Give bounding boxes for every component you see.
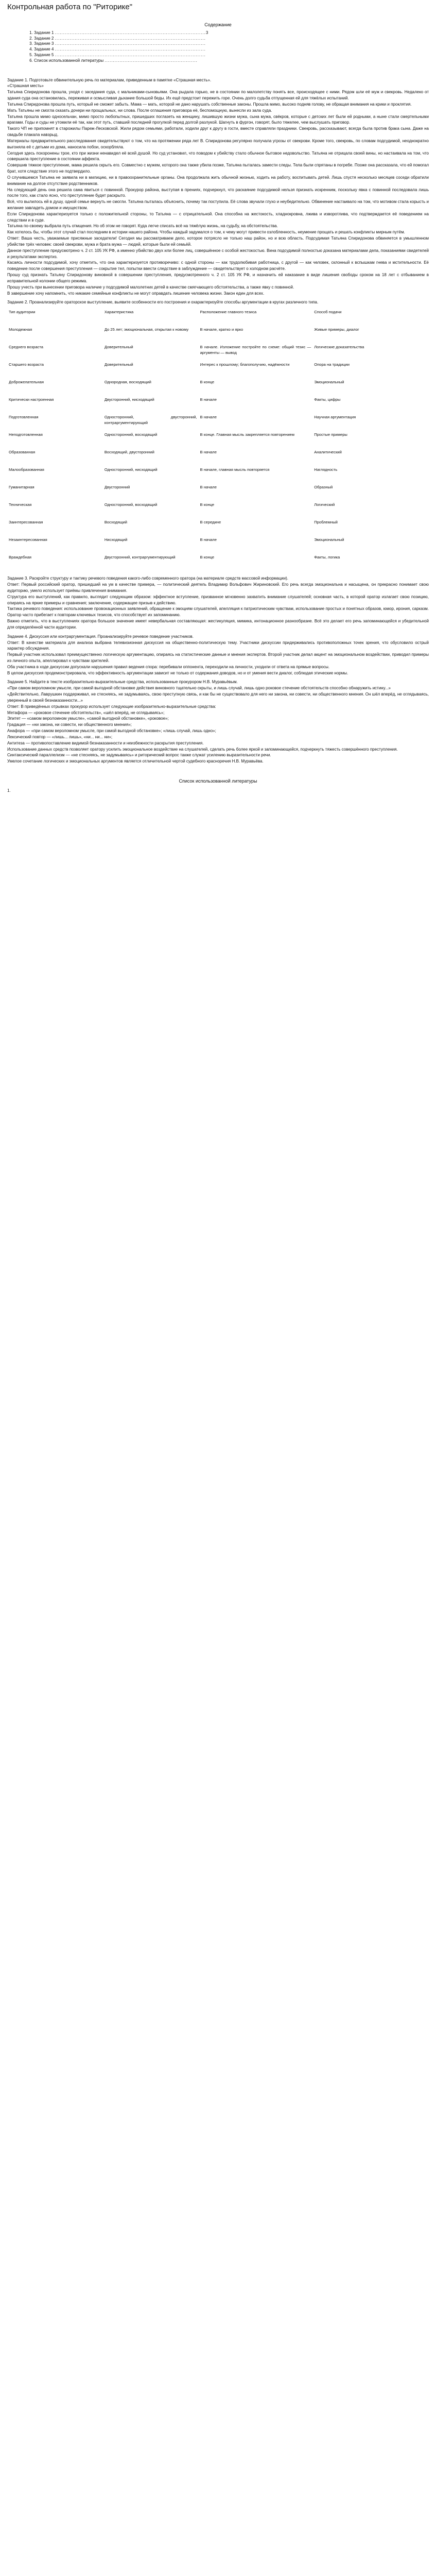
paragraph: Татьяна Спиридонова прошла путь, который не сможет забыть. Мама — мать, которой не дано нарушать собственные законы. Прошла мимо, высоко подняв голову, не обращая внимания на крики и проклятия. xyxy=(7,101,412,107)
paragraph: Если Спиридонова характеризуется только с положительной стороны, то Татьяна — с отрицательной. Она способна на жестокость, хладнокровна, лжива и изворотлива, что подтверждается её поведением на следствии и в суде. xyxy=(7,211,429,223)
table-row xyxy=(7,414,414,431)
table-cell: Малообразованная xyxy=(9,467,44,472)
task-1-section xyxy=(7,77,429,297)
table-cell: Гуманитарная xyxy=(9,485,34,490)
table-cell: Незаинтересованная xyxy=(9,537,47,543)
paragraph: Прошу суд признать Татьяну Спиридонову виновной в совершении преступления, предусмотренного ч. 2 ст. 105 УК РФ, и назначить ей наказание в виде лишения свободы сроком на 18 лет с отбыванием в исправительной колонии общего режима. xyxy=(7,273,429,283)
table-cell: Восходящий, двусторонний xyxy=(104,450,154,455)
table-cell: Критически настроенная xyxy=(9,397,54,402)
table-cell: В конце xyxy=(200,502,215,507)
table-cell: Односторонний, восходящий xyxy=(104,502,158,507)
paragraph: Татьяна Спиридонова прошла, уходя с заседания суда, с мальчиками-сыновьями. Она рыдала горько, не в состоянии по малолетству понять все, происходящее с ними. Рядом шли её муж и свекровь. Недалеко от здания суда она остановилась, переживая и осмысливая дыхание большой беды. Их ещё предстоит пережить горе. Очень долго судьба отпущенная ей для тяжёлых испытаний. xyxy=(7,90,429,101)
toc-item-dots: ........................................................................................... xyxy=(55,47,206,52)
table-cell: Живые примеры, диалог xyxy=(314,327,359,332)
table-cell: Эмоциональный xyxy=(314,380,344,385)
table-row xyxy=(7,344,414,361)
paragraph: Совершив тяжкое преступление, мама решила скрыть его. Совместно с мужем, которого она также убила позже, Татьяна пыталась замести следы. Тела были спрятаны в погребе. Позже она рассказала, что ей помогал брат, хотя следствие этого не подтвердило. xyxy=(7,163,429,174)
table-cell: В начале. Изложение постройте по схеме: общий тезис — аргументы — вывод xyxy=(200,345,311,355)
paragraph: Как хотелось бы, чтобы этот случай стал последним в истории нашего района. Чтобы каждый задумался о том, к чему могут привести озлобленность, неумение прощать и решать конфликты мирным путём. xyxy=(7,230,405,235)
table-cell: Расположение главного тезиса xyxy=(200,310,257,315)
table-row xyxy=(7,484,414,501)
paragraph: Касаясь личности подсудимой, хочу отметить, что она характеризуется противоречиво: с одной стороны — как трудолюбивая работница, с другой — как человек, склонный к вспышкам гнева и мстительности. Её поведение после совершения преступления — сокрытие тел, попытки ввести следствие в заблуждение — свидетельствует о холодном расчёте. xyxy=(7,260,429,272)
task-5-intro: Задание 5. Найдите в тексте изобразительно-выразительные средства, использованные прокурором Н.В. Муравьёвым. xyxy=(7,680,238,685)
table-cell: Интерес к прошлому; благополучию, надёжности xyxy=(200,362,290,367)
toc-item-page: 3 xyxy=(205,30,208,35)
paragraph: Умелое сочетание логических и эмоциональных аргументов является отличительной чертой судебного красноречия Н.В. Муравьёва. xyxy=(7,759,264,764)
table-cell: В конце. Главная мысль закрепляется повторением xyxy=(200,432,295,437)
toc-item-dots: ........................................................ xyxy=(104,58,198,63)
table-cell: Техническая xyxy=(9,502,32,507)
paragraph: Эпитет — «самом вероломном умысле», «самой выгодной обстановке», «роковое»; xyxy=(7,716,169,721)
table-cell: Старшего возраста xyxy=(9,362,44,367)
table-row xyxy=(7,501,414,519)
table-cell: Среднего возраста xyxy=(9,345,43,350)
table-cell: Опора на традиции xyxy=(314,362,350,367)
toc-item-label[interactable]: Задание 2 xyxy=(34,36,54,41)
table-row xyxy=(7,466,414,484)
toc-item-dots: ........................................................................................... xyxy=(55,36,206,41)
toc-item-label[interactable]: Список использованной литературы xyxy=(34,58,104,63)
task-1-body xyxy=(7,89,429,296)
table-cell: Доверительный xyxy=(104,345,133,350)
table-row xyxy=(7,554,414,571)
paragraph: Важно отметить, что в выступлениях оратора большое значение имеет невербальная составляющая: жестикуляция, мимика, интонационное разнообразие. Всё это делает его речь запоминающейся и убедительной для определённой части аудитории. xyxy=(7,619,429,630)
table-cell: Заинтересованная xyxy=(9,520,43,525)
table-cell: В начале xyxy=(200,537,217,543)
table-row xyxy=(7,379,414,396)
toc-item[interactable] xyxy=(34,36,429,42)
table-cell: В начале xyxy=(200,415,217,420)
table-cell: Двусторонний, нисходящий xyxy=(104,397,154,402)
toc-item[interactable] xyxy=(34,41,429,47)
paragraph: «При самом вероломном умысле, при самой выгодной обстановке действия виновного тщательно скрыты, и лишь случай, лишь одно роковое стечение обстоятельств способно обнаружить истину...» xyxy=(7,686,391,691)
task-2-intro: Задание 2. Проанализируйте ораторское выступление, выявите особенности его построения и охарактеризуйте способы аргументации в кругах различного типа. xyxy=(7,300,319,305)
table-cell: Аналитический xyxy=(314,450,342,455)
table-cell: В конце xyxy=(200,555,215,560)
table-cell: Факты, логика xyxy=(314,555,340,560)
task-4-body xyxy=(7,640,429,676)
bibliography-heading: Список использованной литературы xyxy=(179,778,257,784)
paragraph: Ответ: Первый российский оратор, пришедший на ум в качестве примера, — политический деятель Владимир Вольфович Жириновский. Его речь всегда эмоциональна и насыщена, он прекрасно понимает свою аудиторию, умело использует приёмы привлечения внимания. xyxy=(7,582,429,593)
toc-item-label[interactable]: Задание 4 xyxy=(34,47,54,52)
toc-item[interactable] xyxy=(34,58,429,64)
table-cell: Односторонний, двусторонний, контраргументирующий xyxy=(104,415,197,426)
paragraph: Данное преступление предусмотрено ч. 2 ст. 105 УК РФ, а именно убийство двух или более лиц, совершённое с особой жестокостью. Вина подсудимой полностью доказана материалами дела, показаниями свидетелей и результатами экспертиз. xyxy=(7,248,429,259)
table-cell: Восходящий xyxy=(104,520,127,525)
paragraph: Татьяна прошла мимо односельчан, мимо просто любопытных, пришедших поглазеть на женщину, лишившую жизни мужа, сына мужа, свёкров, которые с детских лет были ей родными, а ныне стали смертельными врагами. Годы и суды не утомили её так, как этот путь, ставший последней прогулкой перед долгой разлукой. Шагнуть в фургон, говорят, было тяжелее, чем выслушать приговор. xyxy=(7,114,429,125)
table-cell: Односторонний, восходящий xyxy=(104,432,158,437)
table-cell: Нисходящий xyxy=(104,537,128,543)
paragraph: Метафора — «роковое стечение обстоятельств», «шёл вперёд, не оглядываясь»; xyxy=(7,710,165,715)
paragraph: В завершение хочу напомнить, что никакие семейные конфликты не могут оправдать лишение человека жизни. Закон един для всех. xyxy=(7,291,265,296)
table-cell: Односторонний, нисходящий xyxy=(104,467,158,472)
table-cell: В середине xyxy=(200,520,221,525)
page-title: Контрольная работа по "Риторике" xyxy=(7,3,133,11)
table-row xyxy=(7,449,414,466)
paragraph: Татьяна по-своему выбрала путь отмщения. Но об этом не говорят. Куда легче списать всё на тяжёлую жизнь, на судьбу, на обстоятельства. xyxy=(7,224,278,229)
toc-item-label[interactable]: Задание 1 xyxy=(34,30,54,35)
table-row xyxy=(7,536,414,554)
paragraph: Анафора — «при самом вероломном умысле, при самой выгодной обстановке»; «лишь случай, лишь одно»; xyxy=(7,728,216,734)
toc-item[interactable] xyxy=(34,47,429,53)
paragraph: Мать Татьяны не смогла сказать дочери ни прощальных, ни слова. После оглашения приговора её, беспомощную, вынесли из зала суда. xyxy=(7,108,272,113)
paragraph: Тактика речевого поведения: использование провокационных заявлений, обращение к эмоциям слушателей, апелляция к патриотическим чувствам, использование простых и понятных образов, юмор, ирония, сарказм. Оратор часто прибегает к повторам ключевых тезисов, что способствует их запоминанию. xyxy=(7,606,429,618)
paragraph: Ответ: В приведённых отрывках прокурор использует следующие изобразительно-выразительные средства: xyxy=(7,704,216,709)
table-cell: Эмоциональный xyxy=(314,537,344,543)
toc-item-label[interactable]: Задание 5 xyxy=(34,53,54,57)
paragraph: Оба участника в ходе дискуссии допускали нарушения правил ведения спора: перебивали оппонента, переходили на личности, уходили от ответа на прямые вопросы. xyxy=(7,664,330,669)
table-cell: В начале, главная мысль повторяется xyxy=(200,467,270,472)
table-cell: В конце xyxy=(200,380,215,385)
table-cell: Логический xyxy=(314,502,335,507)
task-3-section xyxy=(7,575,429,630)
table-cell: Научная аргументация xyxy=(314,415,356,420)
table-cell: Характеристика xyxy=(104,310,134,315)
table-cell: Простые примеры xyxy=(314,432,347,437)
table-cell: Двусторонний, контраргументирующий xyxy=(104,555,176,560)
audience-analysis-table xyxy=(7,309,414,571)
paragraph: Сегодня здесь похоронены трое, кто при жизни ненавидел её всей душой. Но суд установил, что поводом к убийству стало обычное бытовое недовольство. Татьяна не отрицала своей вины, но настаивала на том, что совершила преступление в состоянии аффекта. xyxy=(7,150,429,162)
paragraph: Ответ: Ваша честь, уважаемые присяжные заседатели! Сегодня мы рассматриваем дело, которое потрясло не только наш район, но и всю область. Подсудимая Татьяна Спиридонова обвиняется в умышленном убийстве трёх человек: своей свекрови, мужа и брата мужа — людей, которые были ей семьёй. xyxy=(7,236,429,247)
table-row xyxy=(7,431,414,449)
table-cell: Доброжелательная xyxy=(9,380,44,385)
toc-item[interactable] xyxy=(34,30,429,36)
paragraph: В целом дискуссия продемонстрировала, что эффективность аргументации зависит не только от содержания доводов, но и от умения вести диалог, соблюдая этические нормы. xyxy=(7,670,348,675)
table-cell: Однородная, восходящий xyxy=(104,380,151,385)
table-cell: Двусторонний xyxy=(104,485,130,490)
table-cell: Образованная xyxy=(9,450,36,455)
table-of-contents xyxy=(7,30,429,64)
task-5-body xyxy=(7,685,429,765)
paragraph: Прошу учесть при вынесении приговора наличие у подсудимой малолетних детей в качестве смягчающего обстоятельства, а также явку с повинной. xyxy=(7,284,294,290)
paragraph: Антитеза — противопоставление видимой безнаказанности и неизбежности раскрытия преступления. xyxy=(7,740,204,745)
task-4-intro: Задание 4. Дискуссия или контраргументация. Проанализируйте речевое поведение участников. xyxy=(7,634,194,639)
paragraph: Градация — «ни закона, ни совести, ни общественного мнения»; xyxy=(7,722,132,727)
table-row xyxy=(7,519,414,536)
table-cell: Молодежная xyxy=(9,327,32,332)
table-row xyxy=(7,309,414,326)
task-2-section xyxy=(7,299,429,571)
toc-item-dots: ........................................................................................... xyxy=(55,41,206,46)
table-cell: Доверительный xyxy=(104,362,133,367)
paragraph: Синтаксический параллелизм — «не стесняясь, не задумываясь» и риторический вопрос также служат усилению выразительности речи. xyxy=(7,753,271,758)
toc-item-label[interactable]: Задание 3 xyxy=(34,41,54,46)
paragraph: Лексический повтор — «лишь... лишь», «ни... ни... ни»; xyxy=(7,734,113,739)
paragraph: Структура его выступлений, как правило, выглядит следующим образом: эффектное вступление, призванное мгновенно захватить внимание слушателей; основная часть, в которой оратор излагает свою позицию, опираясь на яркие примеры и сравнения; заключение, содержащее призыв к действию. xyxy=(7,594,429,605)
paragraph: Всё, что вылилось ей в душу, одной семье вернуть не смогли. Татьяна пыталась объяснить, почему так поступила. Её слова звучали глухо и неубедительно. Обвинение настаивало на том, что мотивом стала корысть и желание завладеть домом и имуществом. xyxy=(7,199,429,210)
table-row xyxy=(7,326,414,344)
table-cell: Факты, цифры xyxy=(314,397,341,402)
paragraph: Использование данных средств позволяет оратору усилить эмоциональное воздействие на слушателей, сделать речь более яркой и запоминающейся, подчеркнуть тяжесть совершённого преступления. xyxy=(7,747,398,752)
table-cell: Способ подачи xyxy=(314,310,342,315)
table-cell: Проблемный xyxy=(314,520,338,525)
paragraph: «Действительно, Лаврушкин поддерживал, не стесняясь, не задумываясь, свою преступную связь, и как бы не существовало для него ни закона, ни совести, ни общественного мнения. Он шёл вперёд, не оглядываясь, уверенный в своей безнаказанности...» xyxy=(7,692,429,703)
table-cell: В начале, кратко и ярко xyxy=(200,327,243,332)
toc-item[interactable] xyxy=(34,53,429,58)
table-cell: Враждебная xyxy=(9,555,32,560)
task-3-body xyxy=(7,582,429,631)
table-cell: Неподготовленная xyxy=(9,432,43,437)
task-4-section xyxy=(7,634,429,676)
toc-item-dots: ........................................................................................... xyxy=(55,30,206,35)
table-cell: Тип аудитории xyxy=(9,310,36,315)
table-cell: В начале xyxy=(200,485,217,490)
table-cell: До 25 лет; эмоциональная, открытая к новому xyxy=(104,327,189,332)
table-cell: Наглядность xyxy=(314,467,338,472)
paragraph: На следующий день она решила сама явиться с повинной. Прокурор района, выступая в прениях, подчеркнул, что раскаяние подсудимой нельзя признать искренним, поскольку явка с повинной последовала лишь после того, как стало ясно, что преступление будет раскрыто. xyxy=(7,187,429,198)
table-row xyxy=(7,361,414,379)
table-cell: Логические доказательства xyxy=(314,345,364,350)
paragraph: Материалы предварительного расследования свидетельствуют о том, что на протяжении ряда лет В. Спиридонова регулярно получала угрозы от свекрови. Кроме того, свекровь, по словам подсудимой, неоднократно выгоняла её с детьми из дома, наносила побои, оскорбляла. xyxy=(7,138,429,149)
paragraph: Такого ЧП не припомнят в старожилы Пареж-Лесковской. Жили рядом семьями, работали, ходили друг к другу в гости, вместе справляли праздники. Свекровь, рассказывают, всегда была против брака сына. Даже на свадьбе плакала навзрыд. xyxy=(7,126,429,138)
task-3-intro: Задание 3. Раскройте структуру и тактику речевого поведения какого-либо современного оратора (на материале средств массовой информации). xyxy=(7,576,288,581)
toc-item-dots: ........................................................................................... xyxy=(55,53,206,57)
paragraph: Ответ: В качестве материала для анализа выбрана телевизионная дискуссия на общественно-политическую тему. Участники дискуссии придерживались противоположных точек зрения, что обусловило острый характер обсуждения. xyxy=(7,640,429,651)
table-cell: Подготовленная xyxy=(9,415,39,420)
table-cell: Образный xyxy=(314,485,333,490)
task-5-section xyxy=(7,679,429,765)
bibliography-list xyxy=(7,788,429,794)
bibliography-item: 1. xyxy=(7,788,11,793)
paragraph: О случившемся Татьяна не заявила ни в милицию, ни в правоохранительные органы. Она продолжала жить обычной жизнью, ходить на работу, воспитывать детей. Лишь спустя несколько месяцев соседи обратили внимание на долгое отсутствие родственников. xyxy=(7,175,429,186)
task-1-intro: Задание 1. Подготовьте обвинительную речь по материалам, приведенным в памятке «Страшная месть». xyxy=(7,77,212,82)
toc-heading: Содержание xyxy=(204,22,232,27)
paragraph: Первый участник использовал преимущественно логическую аргументацию, опираясь на статистические данные и мнения экспертов. Второй участник делал акцент на эмоциональном воздействии, приводил примеры из личного опыта, апеллировал к чувствам зрителей. xyxy=(7,652,429,663)
table-cell: В начале xyxy=(200,397,217,402)
table-row xyxy=(7,396,414,414)
table-cell: В начале xyxy=(200,450,217,455)
task-1-subtitle: «Страшная месть» xyxy=(7,83,44,89)
